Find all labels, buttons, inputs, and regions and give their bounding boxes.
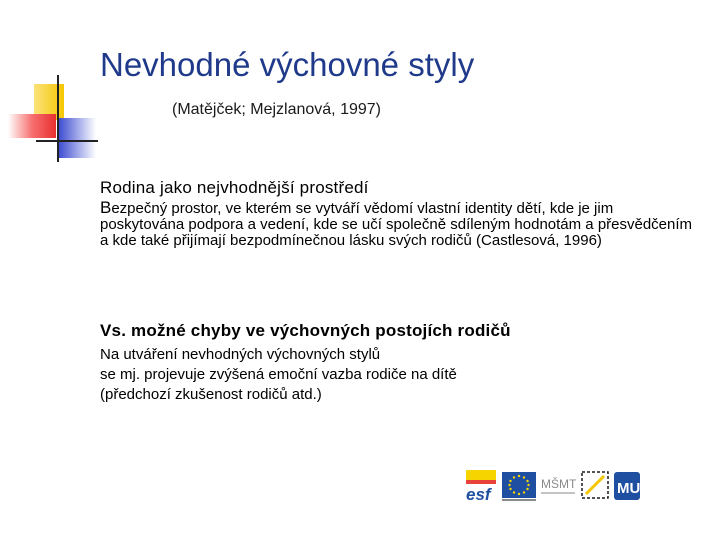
dropcap-letter: B [100, 198, 112, 217]
eu-flag-logo [502, 472, 536, 501]
section-errors [100, 321, 511, 405]
section-errors-line: Na utváření nevhodných výchovných stylů [100, 346, 381, 363]
section-family [100, 178, 700, 249]
decorative-corner-graphic [0, 0, 100, 170]
msmt-logo [541, 476, 577, 493]
mu-logo [614, 472, 640, 500]
section-family-heading: Rodina jako nejvhodnější prostředí [100, 178, 369, 197]
ministry-emblem-logo [582, 472, 608, 498]
section-errors-heading: Vs. možné chyby ve výchovných postojích rodičů [100, 321, 511, 340]
section-errors-line: (předchozí zkušenost rodičů atd.) [100, 386, 322, 403]
section-family-text [100, 200, 700, 249]
partner-logos [462, 466, 642, 506]
esf-logo [466, 470, 496, 504]
msmt-logo-text: MŠMT [541, 477, 577, 491]
slide-subtitle: (Matějček; Mejzlanová, 1997) [172, 101, 381, 118]
slide-title: Nevhodné výchovné styly [100, 46, 475, 83]
section-family-body: ezpečný prostor, ve kterém se vytváří vědomí vlastní identity dětí, kde je jim poskytována podpora a vedení, kde se učí společně sdíleným hodnotám a přesvědčením a kde také přijímají bezpodmínečnou lásku svých rodičů (Castlesová, 1996) [100, 200, 693, 249]
section-errors-line: se mj. projevuje zvýšená emoční vazba rodiče na dítě [100, 366, 457, 383]
mu-logo-text: MU [617, 480, 641, 497]
esf-logo-text: esf [466, 485, 491, 504]
